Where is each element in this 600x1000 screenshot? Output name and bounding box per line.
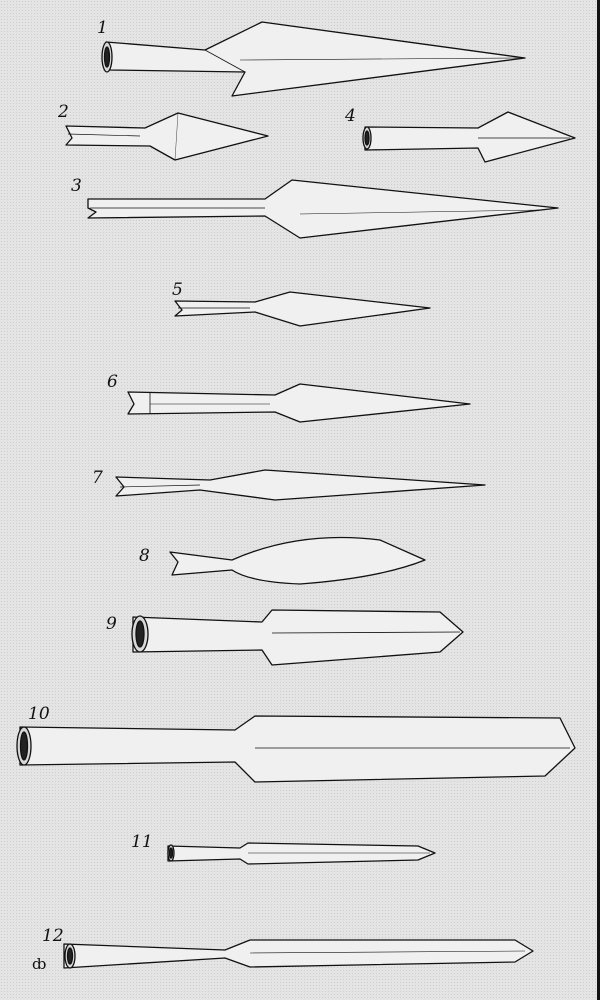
figure-label-2: 2	[58, 102, 69, 122]
spearhead-6	[128, 384, 470, 422]
figure-label-1: 1	[97, 18, 108, 38]
spearhead-11	[168, 843, 435, 864]
figure-label-6: 6	[107, 372, 118, 392]
spearhead-12	[64, 940, 533, 968]
spearhead-10	[17, 716, 575, 782]
figure-label-4: 4	[345, 106, 356, 126]
spearhead-8	[170, 538, 425, 585]
figure-label-11: 11	[131, 832, 153, 852]
figure-label-10: 10	[28, 704, 50, 724]
spearhead-5	[175, 292, 430, 326]
figure-label-3: 3	[71, 176, 82, 196]
figure-label-7: 7	[92, 468, 103, 488]
spearhead-1	[102, 22, 525, 96]
figure-label-8: 8	[139, 546, 150, 566]
spearhead-4	[363, 112, 575, 162]
spearhead-3	[88, 180, 558, 238]
figure-label-12: 12	[42, 926, 64, 946]
figure-label-5: 5	[172, 280, 183, 300]
spearhead-2	[66, 113, 268, 160]
spearhead-9	[132, 610, 463, 665]
figure-label-9: 9	[106, 614, 117, 634]
spearhead-7	[116, 470, 485, 500]
engraver-mark: ȸ	[32, 955, 47, 973]
